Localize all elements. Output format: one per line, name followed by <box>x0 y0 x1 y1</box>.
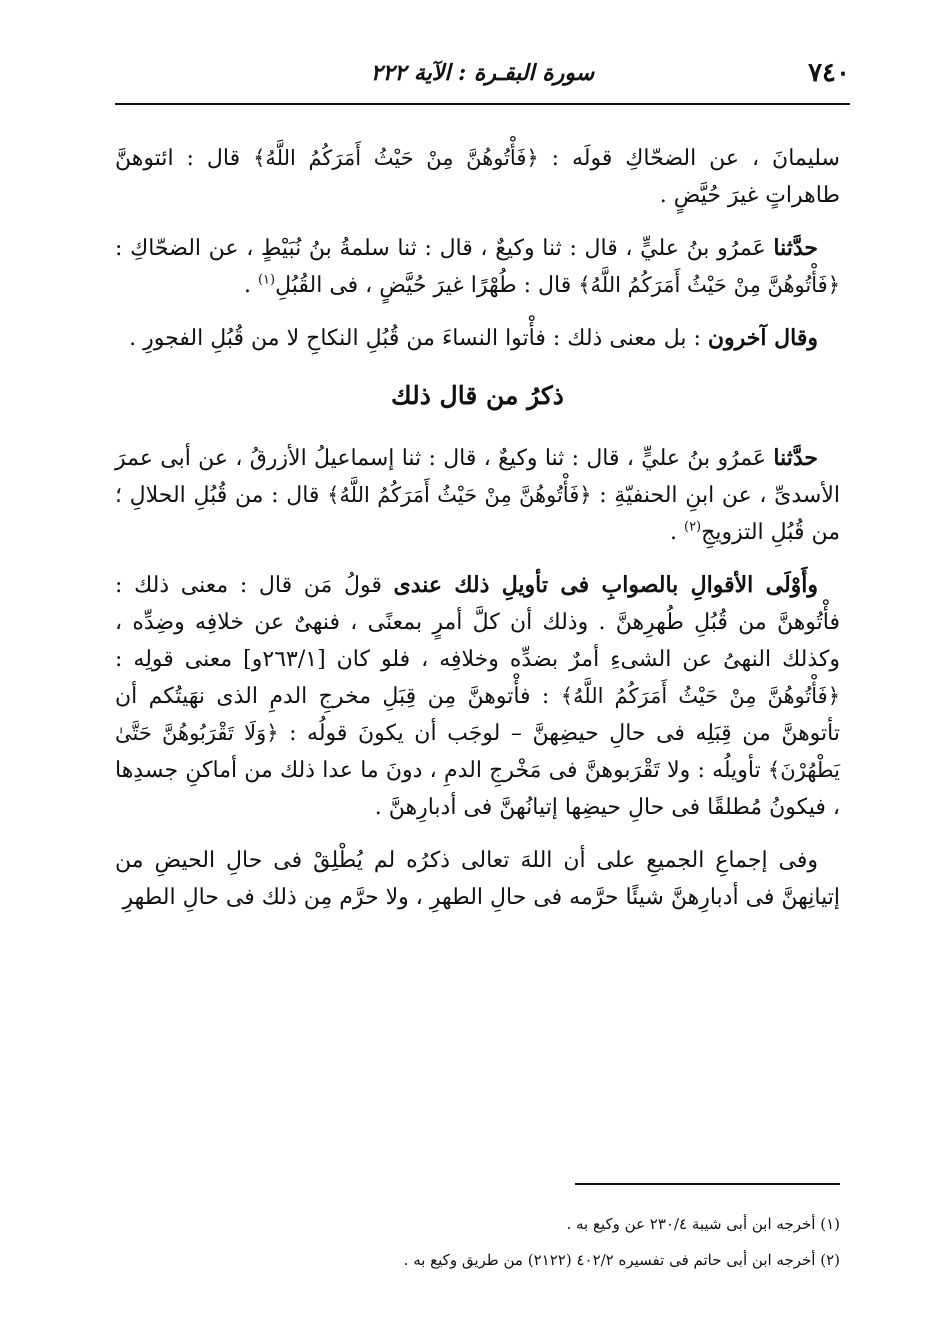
text-span: عَمرُو بنُ عليٍّ ، قال : ثنا وكيعٌ ، قال : ثنا سلمةُ بنُ نُبَيْطٍ ، عن الضحّاكِ : <box>115 236 774 261</box>
quran-quote: ﴿وَلَا تَقْرَبُوهُنَّ حَتَّىٰ يَطْهُرْنَ﴾ <box>115 721 840 782</box>
running-title: سورة البقـرة : الآية ٢٢٢ <box>370 60 595 86</box>
text-span: . <box>243 273 258 298</box>
lead-word: حدَّثنا <box>773 235 818 261</box>
text-span: قال : ائتوهنَّ طاهراتٍ غيرَ حُيَّضٍ . <box>115 146 840 208</box>
page-number: ٧٤٠ <box>808 58 850 88</box>
footnotes <box>115 1210 840 1282</box>
text-span: قال : من قُبُلِ الحلالِ ؛ من قُبُلِ التزويجِ <box>115 483 840 545</box>
header-rule <box>115 103 850 105</box>
footnote-2: (٢) أخرجه ابن أبى حاتم فى تفسيره ٤٠٢/٢ (٢١٢٢) من طريق وكيع به . <box>403 1251 840 1269</box>
text-span: قولُ مَن قال : معنى ذلك : فأْتُوهنَّ من قُبُلِ طُهرِهنَّ . وذلك أن كلَّ أمرٍ بمعنًى ، فنهىٌ عن خلافِه وضِدِّه ، وكذلك النهىُ عن الشىءِ أمرٌ بضدِّه وخلافِه ، فلو كان [٢٦٣/١و] معنى قولِه : <box>115 573 841 672</box>
text-span: عَمرُو بنُ عليٍّ ، قال : ثنا وكيعٌ ، قال : ثنا إسماعيلُ الأزرقُ ، عن أبى عمرَ الأسدىِّ ، عن ابنِ الحنفيّةِ : <box>115 446 841 508</box>
quran-quote: ﴿فَأْتُوهُنَّ مِنْ حَيْثُ أَمَرَكُمُ اللَّهُ﴾ <box>327 483 592 507</box>
text-span: تأويلُه : ولا تَقْرَبوهنَّ فى مَخْرجِ الدمِ ، دونَ ما عدا ذلك من أماكنِ جسدِها ، فيكونُ مُطلقًا فى حالِ حيضِها إتيانُهنَّ فى أدبارِهنَّ . <box>115 758 840 820</box>
quran-quote: ﴿فَأْتُوهُنَّ مِنْ حَيْثُ أَمَرَكُمُ اللَّهُ﴾ <box>560 684 840 708</box>
section-heading: ذكرُ من قال ذلك <box>391 381 564 410</box>
footnote-1: (١) أخرجه ابن أبى شيبة ٢٣٠/٤ عن وكيع به . <box>566 1215 840 1233</box>
paragraph-2 <box>115 230 840 304</box>
quran-quote: ﴿فَأْتُوهُنَّ مِنْ حَيْثُ أَمَرَكُمُ اللَّهُ﴾ <box>253 146 539 170</box>
footnote-rule <box>575 1183 840 1185</box>
paragraph-1 <box>115 140 840 214</box>
paragraph-4 <box>115 440 840 551</box>
lead-word: حدَّثنا <box>773 445 818 471</box>
text-span: سليمانَ ، عن الضحّاكِ قولَه : <box>538 146 840 171</box>
text-span: قال : طُهْرًا غيرَ حُيَّضٍ ، فى القُبُلِ <box>275 273 579 298</box>
page-header <box>115 50 850 98</box>
text-span: : فأْتوهنَّ مِن قِبَلِ مخرجِ الدمِ الذى نهَيتُكم أن تأتوهنَّ من قِبَلِه فى حالِ حيضِهنَّ – لوجَب أن يكونَ قولُه : <box>115 684 840 746</box>
lead-word: وقال آخرون <box>707 325 818 351</box>
paragraph-6 <box>115 842 840 916</box>
text-span: : بل معنى ذلك : فأْتوا النساءَ من قُبُلِ النكاحِ لا من قُبُلِ الفجورِ . <box>129 326 708 351</box>
paragraph-5 <box>115 567 840 826</box>
body-text <box>115 140 840 932</box>
text-span: . <box>669 520 684 545</box>
footnote-ref-1[interactable]: (١) <box>257 272 276 288</box>
lead-phrase: وأَوْلَى الأقوالِ بالصوابِ فى تأويلِ ذلك عندى <box>393 572 819 598</box>
text-span: وفى إجماعِ الجميعِ على أن اللهَ تعالى ذكرُه لم يُطْلِقْ فى حالِ الحيضِ من إتيانِهنَّ فى أدبارِهنَّ شيئًا حرَّمه فى حالِ الطهرِ ، ولا حرَّم مِن ذلك فى حالِ الطهرِ <box>115 848 840 910</box>
paragraph-3 <box>115 320 840 357</box>
footnote-ref-2[interactable]: (٢) <box>683 519 702 535</box>
quran-quote: ﴿فَأْتُوهُنَّ مِنْ حَيْثُ أَمَرَكُمُ اللَّهُ﴾ <box>578 273 840 297</box>
